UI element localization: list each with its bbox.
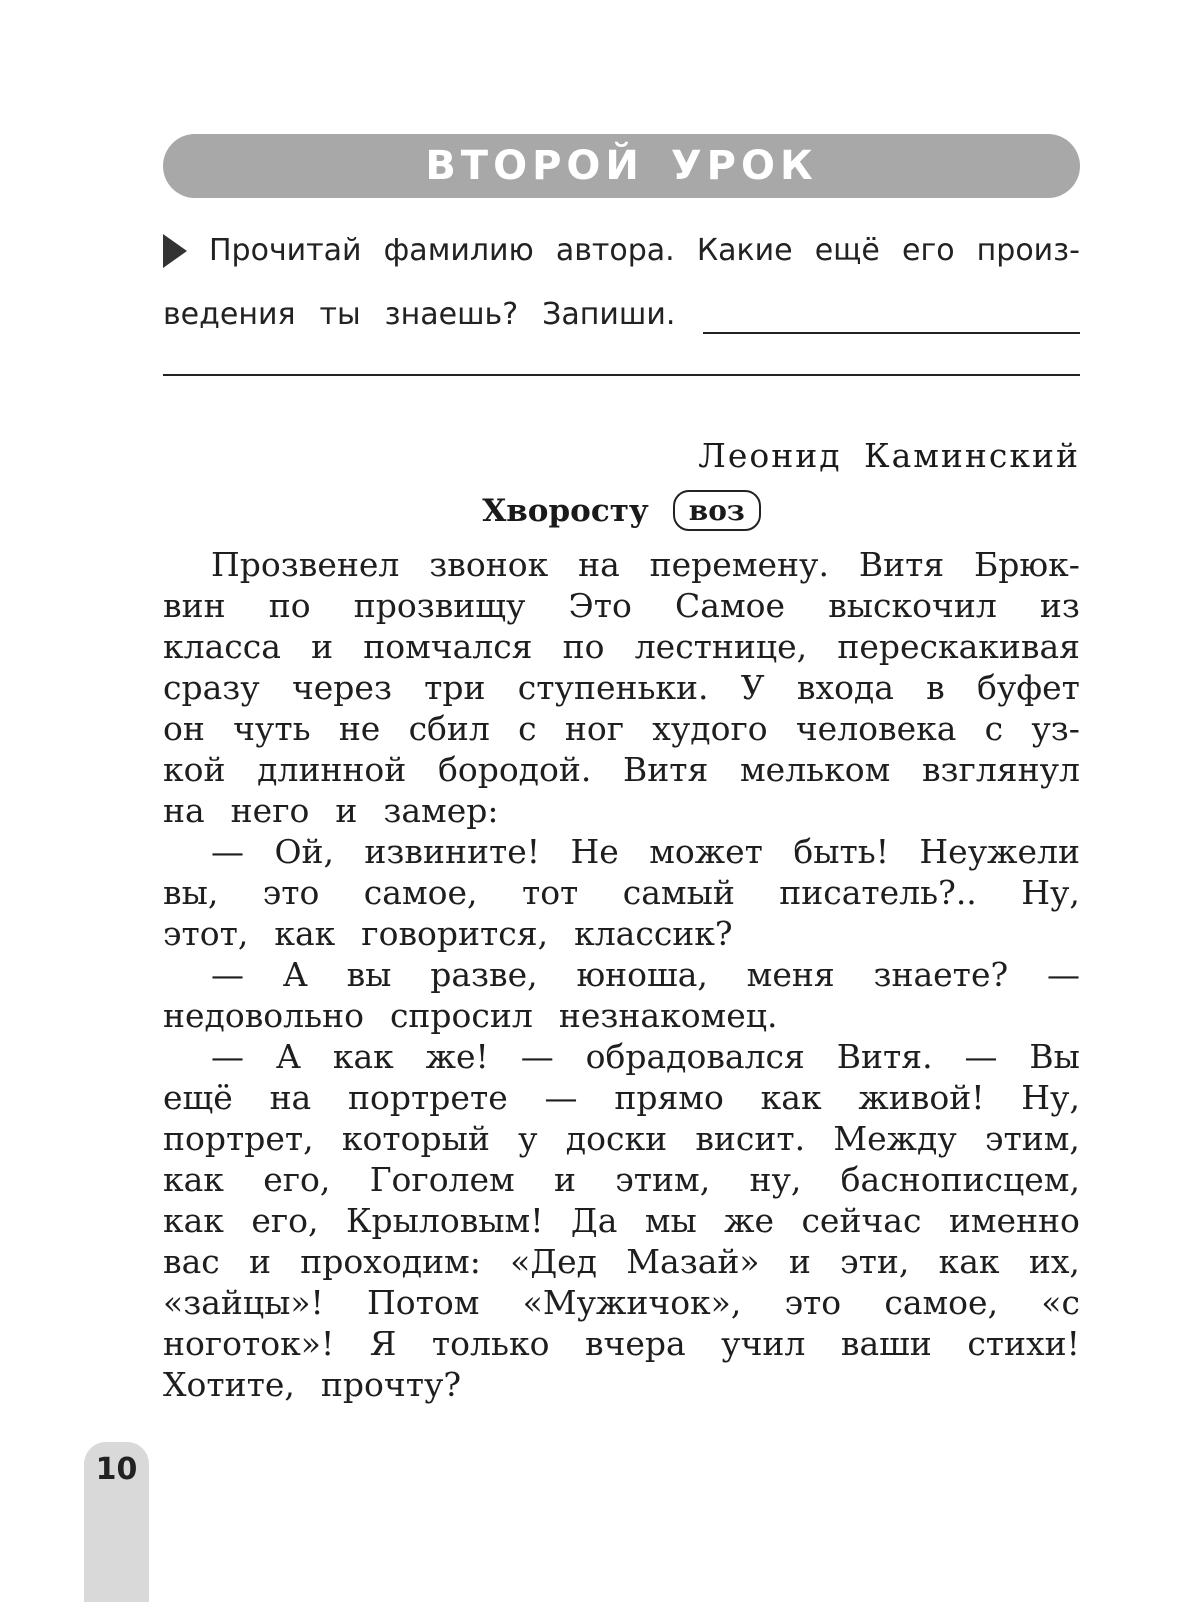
story-word: прозвищу — [353, 586, 526, 625]
story-word: Витя. — [836, 1037, 933, 1076]
story-word: тот — [521, 873, 579, 912]
story-word: самое, — [363, 873, 478, 912]
story-word: по — [268, 586, 311, 625]
story-word: Мазай» — [626, 1242, 760, 1281]
story-word: чуть — [233, 709, 311, 748]
story-line — [163, 1077, 1080, 1118]
task-word: ты — [319, 297, 361, 332]
story-word: Не — [570, 832, 619, 871]
story-word: висит. — [695, 1119, 806, 1158]
story-word: как — [332, 1037, 394, 1076]
task-line-2 — [163, 280, 1080, 338]
story-word: по — [562, 627, 605, 666]
story-word: говорится, — [361, 914, 549, 953]
lesson-title: ВТОРОЙ УРОК — [425, 143, 818, 189]
story-word: недовольно — [163, 996, 364, 1035]
story-word: ещё — [163, 1078, 233, 1117]
story-word: прочту? — [320, 1365, 462, 1404]
story-word: вас — [163, 1242, 220, 1281]
story-word: Ну, — [1021, 1078, 1080, 1117]
story-word: него — [230, 791, 310, 830]
story-word: Витя — [858, 545, 945, 584]
story-line — [163, 954, 1080, 995]
story-word: мельком — [740, 750, 891, 789]
story-word: ступеньки. — [517, 668, 709, 707]
story-title: Хворосту — [482, 492, 649, 529]
story-word: «с — [1041, 1283, 1080, 1322]
story-word: перемену. — [649, 545, 829, 584]
story-word: Между — [833, 1119, 957, 1158]
story-word: на — [163, 791, 205, 830]
task-text-2 — [163, 292, 675, 338]
story-word: Хотите, — [163, 1365, 295, 1404]
story-word: через — [291, 668, 392, 707]
story-word: извините! — [364, 832, 541, 871]
answer-line-2[interactable] — [163, 374, 1080, 376]
task-word: фамилию — [383, 233, 534, 268]
story-line — [163, 708, 1080, 749]
story-word: Ну, — [1021, 873, 1080, 912]
story-word: спросил — [389, 996, 533, 1035]
story-word: и — [554, 1160, 577, 1199]
story-word: «Мужичок», — [522, 1283, 742, 1322]
task-word: Прочитай — [209, 233, 362, 268]
story-word: вчера — [584, 1324, 686, 1363]
story-word: Вы — [1029, 1037, 1080, 1076]
story-word: ну, — [749, 1160, 802, 1199]
story-line — [163, 1118, 1080, 1159]
story-word: — — [1046, 955, 1080, 994]
story-word: с — [518, 709, 537, 748]
story-word: как — [163, 1201, 224, 1240]
story-word: — — [211, 955, 244, 994]
story-word: обрадовался — [585, 1037, 805, 1076]
task-word: ведения — [163, 297, 296, 332]
task-block — [163, 222, 1080, 338]
story-word: баснописцем, — [840, 1160, 1080, 1199]
story-word: класса — [163, 627, 281, 666]
story-word: ноготок»! — [163, 1324, 335, 1363]
story-word: как — [163, 1160, 224, 1199]
story-word: как — [274, 914, 336, 953]
task-word: знаешь? — [384, 297, 519, 332]
story-title-row — [163, 490, 1080, 531]
story-word: буфет — [977, 668, 1080, 707]
story-word: стихи! — [967, 1324, 1080, 1363]
story-word: вы, — [163, 873, 219, 912]
story-word: Витя — [623, 750, 709, 789]
story-line — [163, 995, 1080, 1036]
task-word: произ- — [976, 233, 1080, 268]
story-word: — — [520, 1037, 554, 1076]
story-line — [163, 667, 1080, 708]
story-word: вин — [163, 586, 226, 625]
story-word: именно — [948, 1201, 1080, 1240]
story-word: ног — [564, 709, 624, 748]
story-word: сразу — [163, 668, 260, 707]
story-word: взглянул — [921, 750, 1080, 789]
story-word: — — [211, 832, 244, 871]
word-badge: воз — [673, 490, 761, 531]
story-word: учил — [721, 1324, 806, 1363]
answer-line-1[interactable] — [703, 302, 1080, 334]
story-line — [163, 872, 1080, 913]
story-word: сейчас — [801, 1201, 922, 1240]
story-word: меня — [746, 955, 835, 994]
story-word: входа — [796, 668, 894, 707]
story-word: Это — [568, 586, 632, 625]
task-word: ещё — [814, 233, 880, 268]
lesson-header — [163, 134, 1080, 198]
story-word: из — [1039, 586, 1080, 625]
story-word: на — [578, 545, 620, 584]
story-word: звонок — [429, 545, 549, 584]
story-word: может — [649, 832, 763, 871]
story-word: только — [431, 1324, 550, 1363]
story-word: уз- — [1031, 709, 1080, 748]
story-word: Я — [369, 1324, 397, 1363]
story-word: его, — [263, 1160, 331, 1199]
story-word: его, — [251, 1201, 319, 1240]
story-word: бородой. — [437, 750, 592, 789]
story-word: это — [784, 1283, 842, 1322]
story-word: быть! — [793, 832, 889, 871]
story-line — [163, 790, 1080, 831]
story-line — [163, 749, 1080, 790]
story-word: портрете — [348, 1078, 508, 1117]
story-line — [163, 544, 1080, 585]
story-word: Гоголем — [369, 1160, 515, 1199]
story-word: этот, — [163, 914, 249, 953]
story-word: и — [249, 1242, 272, 1281]
story-word: вы — [346, 955, 392, 994]
story-word: Да — [570, 1201, 618, 1240]
story-word: живой! — [858, 1078, 985, 1117]
story-word: юноша, — [576, 955, 708, 994]
story-word: помчался — [363, 627, 533, 666]
story-word: портрет, — [163, 1119, 314, 1158]
story-line — [163, 1282, 1080, 1323]
play-arrow-icon — [163, 234, 187, 268]
story-word: не — [338, 709, 381, 748]
story-word: — — [964, 1037, 998, 1076]
story-word: худого — [652, 709, 768, 748]
story-word: сбил — [408, 709, 490, 748]
page-number: 10 — [95, 1452, 138, 1487]
story-line — [163, 1364, 1080, 1405]
story-word: У — [740, 668, 765, 707]
story-word: их, — [1028, 1242, 1080, 1281]
story-word: и — [311, 627, 334, 666]
story-word: это — [262, 873, 320, 912]
story-word: А — [275, 1037, 301, 1076]
author-name: Леонид Каминский — [698, 436, 1080, 475]
story-word: доски — [565, 1119, 668, 1158]
task-word: автора. — [555, 233, 675, 268]
story-word: три — [424, 668, 486, 707]
task-text-1 — [209, 228, 1080, 274]
story-word: в — [926, 668, 945, 707]
story-word: разве, — [430, 955, 538, 994]
story-word: самое, — [884, 1283, 999, 1322]
story-word: знаете? — [873, 955, 1009, 994]
task-word: Запиши. — [542, 297, 676, 332]
story-word: Самое — [675, 586, 786, 625]
story-word: который — [341, 1119, 490, 1158]
story-word: мы — [644, 1201, 697, 1240]
story-line — [163, 585, 1080, 626]
story-word: этим, — [985, 1119, 1080, 1158]
story-word: А — [282, 955, 308, 994]
story-word: перескакивая — [837, 627, 1080, 666]
story-word: длинной — [257, 750, 407, 789]
story-word: писатель?.. — [779, 873, 977, 912]
story-word: этим, — [615, 1160, 711, 1199]
story-word: человека — [795, 709, 957, 748]
story-word: выскочил — [828, 586, 997, 625]
story-text — [163, 544, 1080, 1405]
story-word: Ой, — [274, 832, 334, 871]
story-line — [163, 831, 1080, 872]
story-word: же — [724, 1201, 775, 1240]
story-line — [163, 1036, 1080, 1077]
story-word: — — [544, 1078, 578, 1117]
story-word: прямо — [614, 1078, 724, 1117]
story-word: «Дед — [510, 1242, 597, 1281]
story-word: кой — [163, 750, 226, 789]
story-word: «зайцы»! — [163, 1283, 324, 1322]
story-line — [163, 913, 1080, 954]
story-word: самый — [622, 873, 735, 912]
story-line — [163, 626, 1080, 667]
story-word: на — [269, 1078, 312, 1117]
story-word: Крыловым! — [345, 1201, 544, 1240]
story-word: же! — [425, 1037, 489, 1076]
task-word: Какие — [696, 233, 793, 268]
story-word: классик? — [574, 914, 733, 953]
story-word: он — [163, 709, 205, 748]
story-word: ваши — [840, 1324, 932, 1363]
story-word: — — [211, 1037, 244, 1076]
story-line — [163, 1200, 1080, 1241]
story-word: Прозвенел — [211, 545, 400, 584]
story-word: незнакомец. — [558, 996, 778, 1035]
story-word: и — [335, 791, 358, 830]
story-line — [163, 1323, 1080, 1364]
story-line — [163, 1241, 1080, 1282]
task-word: его — [901, 233, 955, 268]
story-word: с — [984, 709, 1004, 748]
story-word: как — [760, 1078, 822, 1117]
task-line-1 — [163, 222, 1080, 280]
story-word: Неужели — [919, 832, 1080, 871]
story-word: как — [938, 1242, 1000, 1281]
story-word: эти, — [840, 1242, 910, 1281]
story-word: проходим: — [300, 1242, 481, 1281]
story-word: Потом — [366, 1283, 480, 1322]
story-word: у — [518, 1119, 538, 1158]
story-word: Брюк- — [974, 545, 1080, 584]
story-word: лестнице, — [634, 627, 808, 666]
story-word: замер: — [383, 791, 499, 830]
story-line — [163, 1159, 1080, 1200]
story-word: и — [788, 1242, 811, 1281]
